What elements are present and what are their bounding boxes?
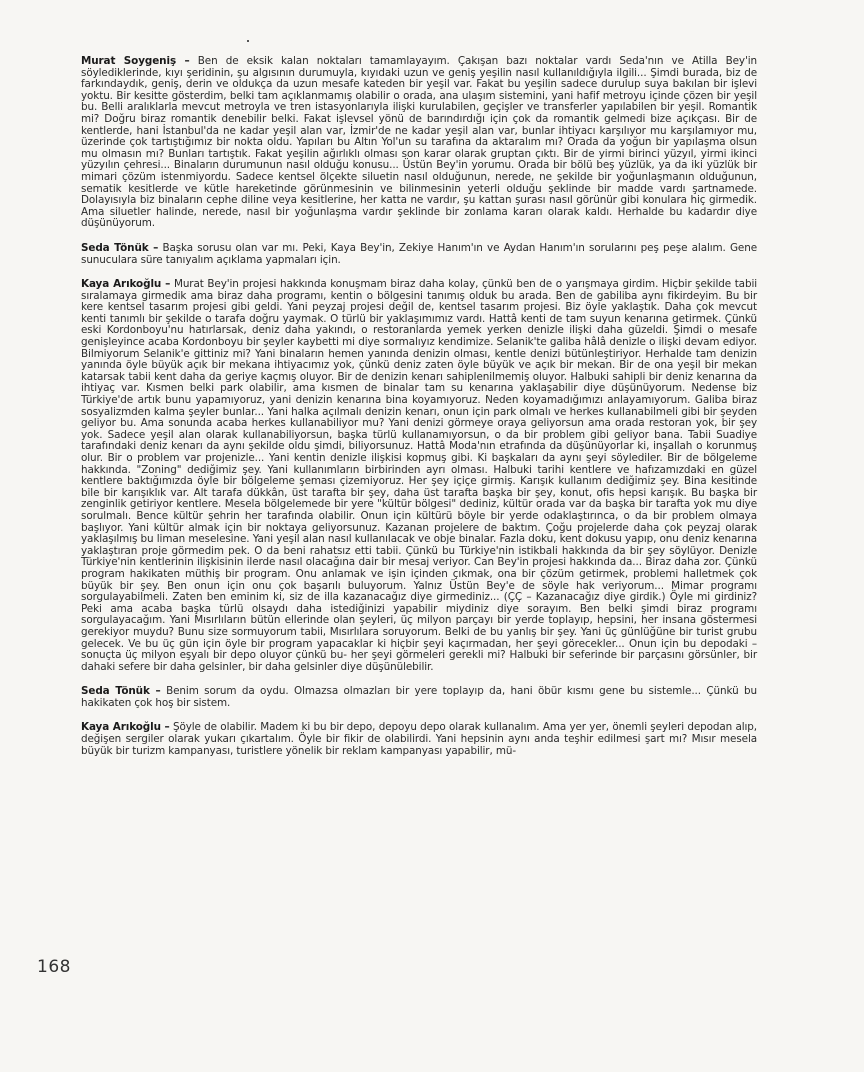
transcript-column <box>81 56 757 770</box>
paragraph-text: Murat Bey'in projesi hakkında konuşmam biraz daha kolay, çünkü ben de o yarışmaya girdim. Hiçbir şekilde tabii sıralamaya girmedik ama biraz daha programı, kentin o bölgesini tanımış olduk bu arada. Ben de gabiliba aynı fikirdeyim. Bu bir kere kentsel tasarım projesi gibi geldi. Yani peyzaj projesi değil de, kentsel tasarım projesi. Biz öyle yaklaştık. Daha çok mevcut kenti tanımlı bir şekilde o tarafa doğru yaymak. O türlü bir yaklaşımımız vardı. Hattâ kenti de tam suyun kenarına getirmek. Çünkü eski Kordonboyu'nu hatırlarsak, deniz daha yakındı, o restoranlarda yemek yerken denizle ilişki daha güzeldi. Şimdi o mesafe genişleyince acaba Kordonboyu bir şeyler kaybetti mi diye sormalıyız kendimize. Selanik'te galiba hâlâ denizle o ilişki devam ediyor. Bilmiyorum Selanik'e gittiniz mi? Yani binaların hemen yanında denizin olması, kentle denizi bütünleştiriyor. Herhalde tam denizin yanında öyle büyük açık bir mekana ihtiyacımız yok, çünkü deniz zaten öyle büyük ve açık bir mekan. Bir de ona yeşil bir mekan katarsak tabii kent daha da geriye kaçmış oluyor. Bir de denizin kenarı sahiplenilmemiş oluyor. Halbuki sahipli bir deniz kenarına da ihtiyaç var. Kısmen belki park olabilir, ama kısmen de binalar tam su kenarına yaklaşabilir diye düşünüyorum. Nedense biz Türkiye'de artık bunu yapamıyoruz, yani denizin kenarına bina koyamıyoruz. Neden koyamadığımızı anlayamıyorum. Galiba biraz sosyalizmden kalma şeyler bunlar... Yani halka açılmalı denizin kenarı, onun için park olmalı ve herkes kullanabilmeli gibi bir şeyden geliyor bu. Ama sonunda acaba herkes kullanabiliyor mu? Yani denizi görmeye oraya geliyorsun ama orada restoran yok, bir şey yok. Sadece yeşil alan olarak kullanabiliyorsun, başka türlü kullanamıyorsun, o da bir problem gibi geliyor bana. Tabii Suadiye tarafındaki deniz kenarı da aynı şekilde oldu şimdi, biliyorsunuz. Hattâ Moda'nın etrafında da düşünüyorlar ki, inşallah o korunmuş olur. Bir o problem var projenizle... Yani kentin denizle ilişkisi kopmuş gibi. Ki başkaları da aynı şeyi söylediler. Bir de bölgeleme hakkında. "Zoning" dediğimiz şey. Yani kullanımların birbirinden ayrı olması. Halbuki tarihi kentlere ve hafızamızdaki en güzel kentlere baktığımızda öyle bir bölgeleme şeması çizemiyoruz. Her şey içiçe girmiş. Karışık kullanım dediğimiz şey. Bina kesitinde bile bir karışıklık var. Alt tarafa dükkân, üst tarafta bir şey, daha üst tarafta başka bir şey, konut, ofis hepsi karışık. Bu başka bir zenginlik getiriyor kentlere. Mesela bölgelemede bir yere "kültür bölgesi" dediniz, kültür orada var da başka bir tarafta yok mu diye sorulmalı. Bence kültür şehrin her tarafında olabilir. Onun için kültürü böyle bir yerde odaklaştırınca, o da bir problem olmaya başlıyor. Yani kültür almak için bir noktaya geliyorsunuz. Kazanan projelere de baktım. Çoğu projelerde daha çok peyzaj olarak yaklaşılmış bu liman meselesine. Yani yeşil alan nasıl kullanılacak ve obje binalar. Fazla doku, kent dokusu yapıp, onu deniz kenarına yaklaştıran proje görmedim pek. O da beni rahatsız etti tabii. Çünkü bu Türkiye'nin istikbali hakkında da bir şey söylüyor. Denizle Türkiye'nin kentlerinin ilişkisinin ilerde nasıl olacağına dair bir mesaj veriyor. Can Bey'in projesi hakkında da... Biraz daha zor. Çünkü program hakikaten müthiş bir program. Onu anlamak ve işin içinden çıkmak, ona bir çözüm getirmek, problemi halletmek çok büyük bir şey. Ben onun için onu çok başarılı buluyorum. Yalnız Üstün Bey'e de söyle hak veriyorum... Mimar programı sorgulayabilmeli. Zaten ben eminim ki, siz de illa kazanacağız diye girmediniz... (ÇÇ – Kazanacağız diye girdik.) Öyle mi girdiniz? Peki ama acaba başka türlü olsaydı daha istediğinizi yapabilir miydiniz diye sorayım. Ben belki şimdi biraz programı sorgulayacağım. Yani Mısırlıların bütün ellerinde olan şeyleri, üç milyon parçayı bir yerde toplayıp, hepsini, her insana göstermesi gerekiyor muydu? Bunu size sormuyorum tabii, Mısırlılara soruyorum. Belki de bu yanlış bir şey. Yani üç günlüğüne bir turist grubu gelecek. Ve bu üç gün için öyle bir program yapacaklar ki hiçbir şeyi kaçırmadan, her şeyi görecekler... Onun için bu depodaki –sonuçta üç milyon eşyalı bir depo oluyor çünkü bu- her şeyi görmeleri gerekli mi? Halbuki bir seferinde bir parçasını görsünler, bir dahaki sefere bir daha gelsinler, bir daha gelsinler diye düşünülebilir. <box>81 278 758 673</box>
transcript-paragraph <box>81 56 757 230</box>
speaker-name: Seda Tönük – <box>81 241 159 254</box>
speaker-name: Kaya Arıkoğlu – <box>81 278 171 291</box>
print-mark <box>247 40 249 42</box>
transcript-paragraph <box>81 279 757 673</box>
paragraph-text: Şöyle de olabilir. Madem ki bu bir depo, depoyu depo olarak kullanalım. Ama yer yer, önemli şeyleri depodan alıp, değişen sergiler olarak yukarı çıkartalım. Öyle bir fikir de olabilirdi. Yani hepsinin aynı anda teşhir edilmesi şart mı? Mısır mesela büyük bir turizm kampanyası, turistlere yönelik bir reklam kampanyası yapabilir, mü- <box>81 721 758 757</box>
transcript-paragraph <box>81 686 757 709</box>
transcript-paragraph <box>81 243 757 266</box>
speaker-name: Murat Soygeniş – <box>81 55 190 67</box>
paragraph-text: Başka sorusu olan var mı. Peki, Kaya Bey'in, Zekiye Hanım'ın ve Aydan Hanım'ın sorularını peş peşe alalım. Gene sunuculara süre tanıyalım açıklama yapmaları için. <box>81 241 758 266</box>
speaker-name: Kaya Arıkoğlu – <box>81 721 170 734</box>
paragraph-text: Benim sorum da oydu. Olmazsa olmazları bir yere toplayıp da, hani öbür kısmı gene bu sistemle... Çünkü bu hakikaten çok hoş bir sistem. <box>81 685 758 709</box>
page-number: 168 <box>37 957 71 977</box>
paragraph-text: Ben de eksik kalan noktaları tamamlayayım. Çakışan bazı noktalar vardı Seda'nın ve Atilla Bey'in söylediklerinde, kıyı şeridinin, şu algısının durumuyla, kıyıdaki uzun ve geniş yeşilin nasıl kullanıldığıyla ilgili... Şimdi burada, biz de farkındaydık, geniş, derin ve oldukça da uzun mesafe kateden bir yeşil var. Fakat bu yeşilin sadece durulup suya bakılan bir işlevi yoktu. Bir kesitte gösterdim, belki tam açıklanmamış olabilir o orada, ana ulaşım sistemini, yani hafif metroyu içinde çözen bir yeşil bu. Belli aralıklarla mevcut metroyla ve tren istasyonlarıyla ilişki kurulabilen, geçişler ve transferler yapılabilen bir yeşil. Romantik mi? Doğru biraz romantik denebilir belki. Fakat işlevsel yönü de barındırdığı için çok da romantik gelmedi bize açıkçası. Bir de kentlerde, hani İstanbul'da ne kadar yeşil alan var, İzmir'de ne kadar yeşil alan var, bunlar ihtiyacı karşılıyor mu karşılamıyor mu, üzerinde çok tartıştığımız bir nokta oldu. Yapıları bu Altın Yol'un su tarafına da aktaralım mı? Orada da yoğun bir yapılaşma olsun mu olmasın mı? Bunları tartıştık. Fakat yeşilin ağırlıklı olması son karar olarak gruptan çıktı. Bir de yirmi birinci yüzyıl, yirmi ikinci yüzyılın çehresi... Binaların durumunun nasıl olduğu konusu... Üstün Bey'in yorumu. Orada bir bölü beş yüzlük, ya da iki yüzlük bir mimari çözüm istenmiyordu. Sadece kentsel ölçekte siluetin nasıl olduğunun, nerede, ne şekilde bir yoğunlaşmanın olduğunun, sematik kesitlerde ve kütle hareketinde görünmesinin ve bilinmesinin yeterli olduğu şeklinde bir madde vardı şartnamede. Dolayısıyla biz binaların cephe diline veya kesitlerine, her katta ne vardır, şu kattan şurası nasıl görünür gibi konulara hiç girmedik. Ama siluetler halinde, nerede, nasıl bir yoğunlaşma vardır şeklinde bir zonlama kararı olarak kaldı. Herhalde bu kadardır diye düşünüyorum. <box>81 55 757 230</box>
speaker-name: Seda Tönük – <box>81 685 161 698</box>
transcript-paragraph <box>81 722 757 757</box>
